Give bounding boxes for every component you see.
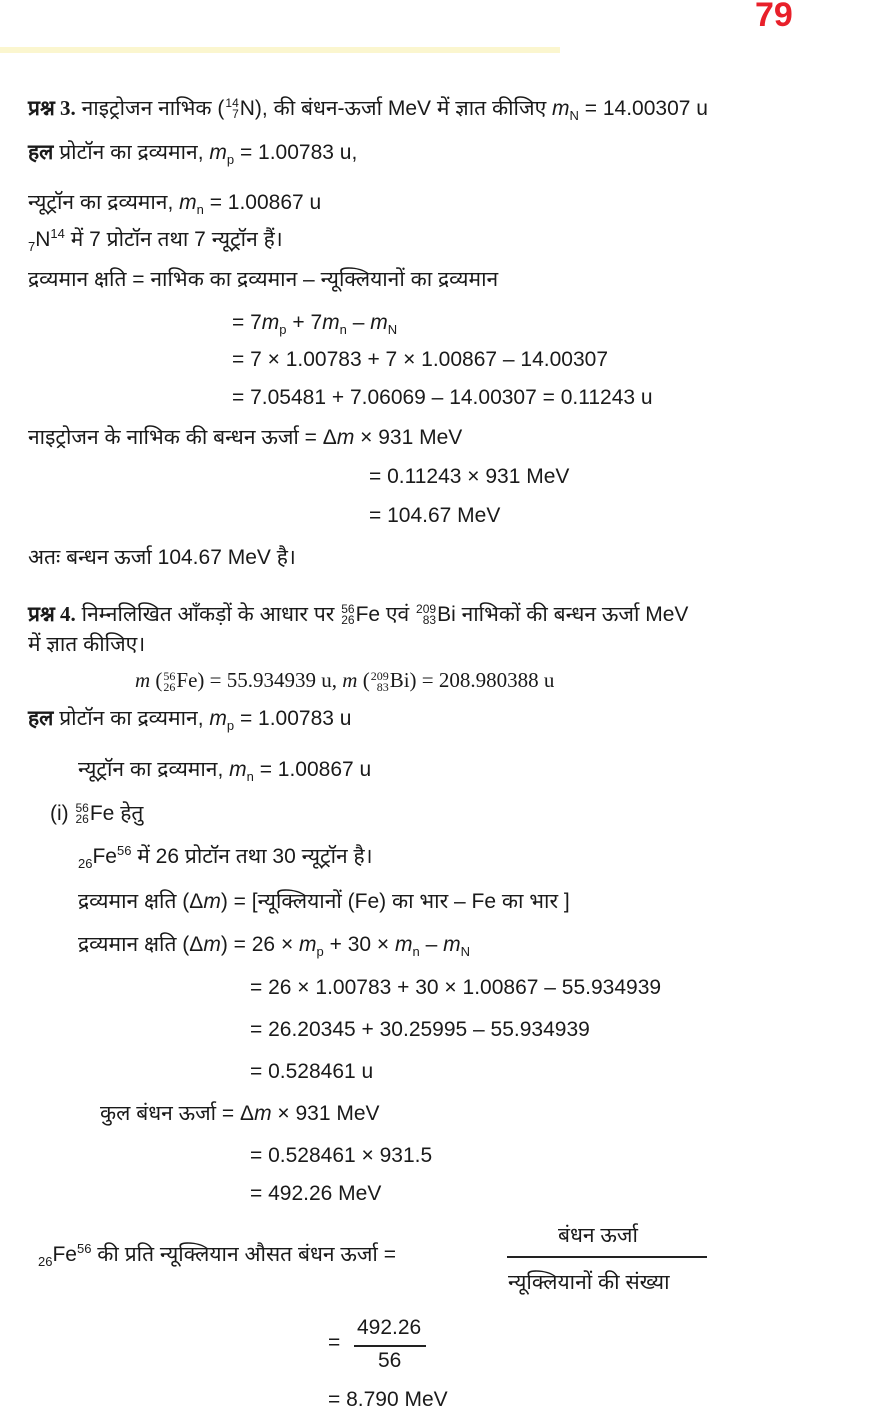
text-segment: ) = 26 ×	[220, 933, 300, 956]
mass-number: 209	[416, 602, 437, 617]
subscript: n	[412, 944, 420, 960]
q4-proton-mass	[28, 705, 351, 732]
q3-equation-2	[232, 347, 608, 373]
q4-binding-energy-2	[250, 1143, 432, 1169]
atomic-number: 26	[341, 613, 355, 628]
math-variable: m	[229, 758, 247, 781]
math-variable: m	[135, 668, 151, 692]
q3-equation-1	[232, 310, 397, 336]
text-segment: न्यूट्रॉन का द्रव्यमान,	[78, 758, 230, 781]
text-segment: प्रोटॉन का द्रव्यमान,	[53, 707, 210, 730]
atomic-number: 83	[422, 613, 437, 628]
isotope-notation	[225, 98, 238, 120]
equals-sign	[328, 1330, 340, 1356]
text-segment: द्रव्यमान क्षति (Δ	[78, 933, 204, 956]
mass-number: 56	[163, 669, 176, 684]
subscript: p	[226, 152, 235, 168]
text-segment: Fe) = 55.934939 u,	[176, 668, 343, 692]
math-variable: m	[254, 1102, 272, 1125]
math-variable: m	[395, 933, 413, 956]
text-segment: N), की बंधन-ऊर्जा MeV में ज्ञात कीजिए	[239, 97, 553, 120]
text-segment: Fe	[52, 1243, 77, 1266]
text-segment: × 931 MeV	[354, 426, 463, 449]
text-segment: 492.26	[357, 1316, 422, 1339]
text-segment: = 104.67 MeV	[369, 504, 501, 527]
subscript: N	[569, 108, 579, 124]
isotope-notation	[371, 671, 389, 693]
text-segment: में 7 प्रोटॉन तथा 7 न्यूट्रॉन हैं।	[64, 228, 283, 251]
result-numerator	[357, 1315, 421, 1341]
superscript: 14	[50, 226, 65, 241]
math-variable: m	[261, 311, 280, 334]
isotope-notation	[163, 671, 175, 693]
math-variable: m	[370, 311, 388, 334]
text-segment: = 7.05481 + 7.06069 – 14.00307 = 0.11243 u	[232, 386, 653, 409]
subscript: N	[460, 944, 470, 960]
subscript: 26	[78, 856, 93, 872]
text-segment: –	[419, 933, 444, 956]
math-variable: m	[203, 890, 221, 913]
math-variable: m	[203, 933, 221, 956]
math-variable: m	[336, 426, 355, 449]
result-fraction-bar	[354, 1345, 426, 1347]
fraction-denominator	[508, 1270, 670, 1296]
isotope-notation	[76, 803, 89, 825]
text-segment: कुल बंधन ऊर्जा = Δ	[100, 1102, 255, 1125]
text-segment: =	[328, 1331, 341, 1354]
subscript: 7	[28, 239, 36, 255]
q4-neutron-mass	[78, 757, 371, 783]
isotope-notation	[416, 604, 436, 626]
question-3-title	[28, 95, 708, 122]
q3-neutron-mass	[28, 190, 321, 216]
q4-mass-defect-formula	[78, 932, 470, 958]
text-segment: = 7 × 1.00783 + 7 × 1.00867 – 14.00307	[232, 348, 609, 371]
text-segment: न्यूट्रॉन का द्रव्यमान,	[28, 191, 180, 214]
text-segment: Fe एवं	[355, 603, 416, 626]
text-segment: प्रोटॉन का द्रव्यमान,	[53, 141, 210, 164]
text-segment: न्यूक्लियानों की संख्या	[508, 1271, 670, 1294]
text-segment: Bi) = 208.980388 u	[389, 668, 555, 692]
math-variable: m	[552, 97, 570, 120]
text-segment: = 8.790 MeV	[328, 1388, 448, 1411]
text-segment: × 931 MeV	[271, 1102, 380, 1125]
math-variable: m	[322, 311, 340, 334]
text-segment: = 0.11243 × 931 MeV	[369, 465, 570, 488]
q4-binding-energy-3	[250, 1181, 381, 1207]
label: हल	[28, 140, 54, 164]
text-segment: 56	[378, 1349, 402, 1372]
subscript: N	[387, 322, 398, 338]
text-segment: = 26 × 1.00783 + 30 × 1.00867 – 55.934939	[250, 976, 662, 999]
text-segment: = 1.00867 u	[253, 758, 372, 781]
text-segment: = 1.00783 u	[234, 707, 352, 730]
final-result	[328, 1387, 448, 1413]
q4-mass-defect-def	[78, 889, 570, 915]
text-segment: में 26 प्रोटॉन तथा 30 न्यूट्रॉन है।	[131, 845, 373, 868]
q3-binding-energy-2	[369, 464, 569, 490]
text-segment: = 7	[232, 311, 262, 334]
text-segment: निम्नलिखित आँकड़ों के आधार पर	[75, 603, 341, 626]
subscript: 26	[38, 1254, 53, 1270]
label: प्रश्न 4.	[28, 602, 76, 626]
q3-binding-energy	[28, 425, 462, 451]
text-segment: (	[357, 668, 370, 692]
text-segment: = 14.00307 u	[578, 97, 708, 120]
page-number: 79	[755, 0, 793, 34]
isotope-notation	[341, 604, 354, 626]
text-segment: –	[346, 311, 371, 334]
subscript: p	[316, 944, 324, 960]
text-segment: N	[35, 228, 51, 251]
text-segment: नाइट्रोजन नाभिक (	[75, 97, 225, 120]
atomic-number: 83	[376, 680, 389, 695]
math-variable: m	[209, 707, 227, 730]
text-segment: = 1.00783 u,	[234, 141, 358, 164]
text-segment: ) = [न्यूक्लियानों (Fe) का भार – Fe का भार ]	[220, 890, 570, 913]
text-segment: बंधन ऊर्जा	[558, 1224, 638, 1247]
superscript: 56	[116, 843, 132, 858]
text-segment: = 492.26 MeV	[250, 1182, 382, 1205]
label: हल	[28, 706, 54, 730]
subscript: n	[339, 322, 347, 338]
subscript: n	[196, 202, 204, 218]
q4-equation-2	[250, 1017, 590, 1043]
text-segment: = 0.528461 × 931.5	[250, 1144, 433, 1167]
q3-equation-3	[232, 385, 653, 411]
q4-nucleon-count	[78, 844, 373, 870]
fraction-numerator	[558, 1223, 638, 1249]
text-segment: नाइट्रोजन के नाभिक की बन्धन ऊर्जा = Δ	[28, 426, 337, 449]
subscript: p	[279, 322, 287, 338]
text-segment: में ज्ञात कीजिए।	[28, 633, 146, 656]
q3-proton-mass	[28, 139, 357, 166]
q4-equation-3	[250, 1059, 373, 1085]
text-segment: Fe	[92, 845, 117, 868]
text-segment: द्रव्यमान क्षति = नाभिक का द्रव्यमान – न्यूक्लियानों का द्रव्यमान	[28, 268, 499, 291]
atomic-number: 7	[232, 107, 239, 122]
q4-equation-1	[250, 975, 661, 1001]
q4-total-binding-energy	[100, 1101, 380, 1127]
subscript: n	[246, 769, 254, 785]
question-4-title	[28, 601, 688, 628]
text-segment: + 30 ×	[323, 933, 396, 956]
label: प्रश्न 3.	[28, 96, 76, 120]
atomic-number: 26	[163, 680, 176, 695]
q4-average-binding-energy	[38, 1242, 396, 1268]
subscript: p	[226, 718, 235, 734]
text-segment: की प्रति न्यूक्लियान औसत बंधन ऊर्जा =	[91, 1243, 396, 1266]
text-segment: = 26.20345 + 30.25995 – 55.934939	[250, 1018, 590, 1041]
q4-part-i	[50, 801, 143, 827]
math-variable: m	[299, 933, 317, 956]
text-segment: द्रव्यमान क्षति (Δ	[78, 890, 204, 913]
text-segment: Bi नाभिकों की बन्धन ऊर्जा MeV	[437, 603, 689, 626]
atomic-number: 26	[75, 812, 89, 827]
mass-number: 14	[225, 96, 239, 111]
text-segment: = 1.00867 u	[203, 191, 322, 214]
text-segment: = 0.528461 u	[250, 1060, 374, 1083]
math-variable: m	[179, 191, 197, 214]
q3-answer	[28, 545, 296, 571]
text-segment: अतः बन्धन ऊर्जा 104.67 MeV है।	[28, 546, 296, 569]
q3-binding-energy-3	[369, 503, 500, 529]
q3-nucleon-count	[28, 227, 283, 253]
fraction-bar	[507, 1256, 707, 1258]
result-denominator	[378, 1348, 401, 1374]
text-segment: + 7	[286, 311, 323, 334]
mass-number: 209	[370, 669, 389, 684]
q4-given-masses	[135, 667, 554, 693]
text-segment: Fe हेतु	[89, 802, 144, 825]
math-variable: m	[443, 933, 461, 956]
math-variable: m	[342, 668, 358, 692]
mass-number: 56	[75, 801, 89, 816]
q3-mass-defect-def	[28, 267, 498, 293]
mass-number: 56	[341, 602, 355, 617]
superscript: 56	[76, 1241, 92, 1256]
text-segment: (i)	[50, 802, 75, 825]
text-segment: (	[150, 668, 163, 692]
question-4-title-cont	[28, 632, 145, 658]
math-variable: m	[209, 141, 227, 164]
highlight-strip	[0, 47, 560, 53]
